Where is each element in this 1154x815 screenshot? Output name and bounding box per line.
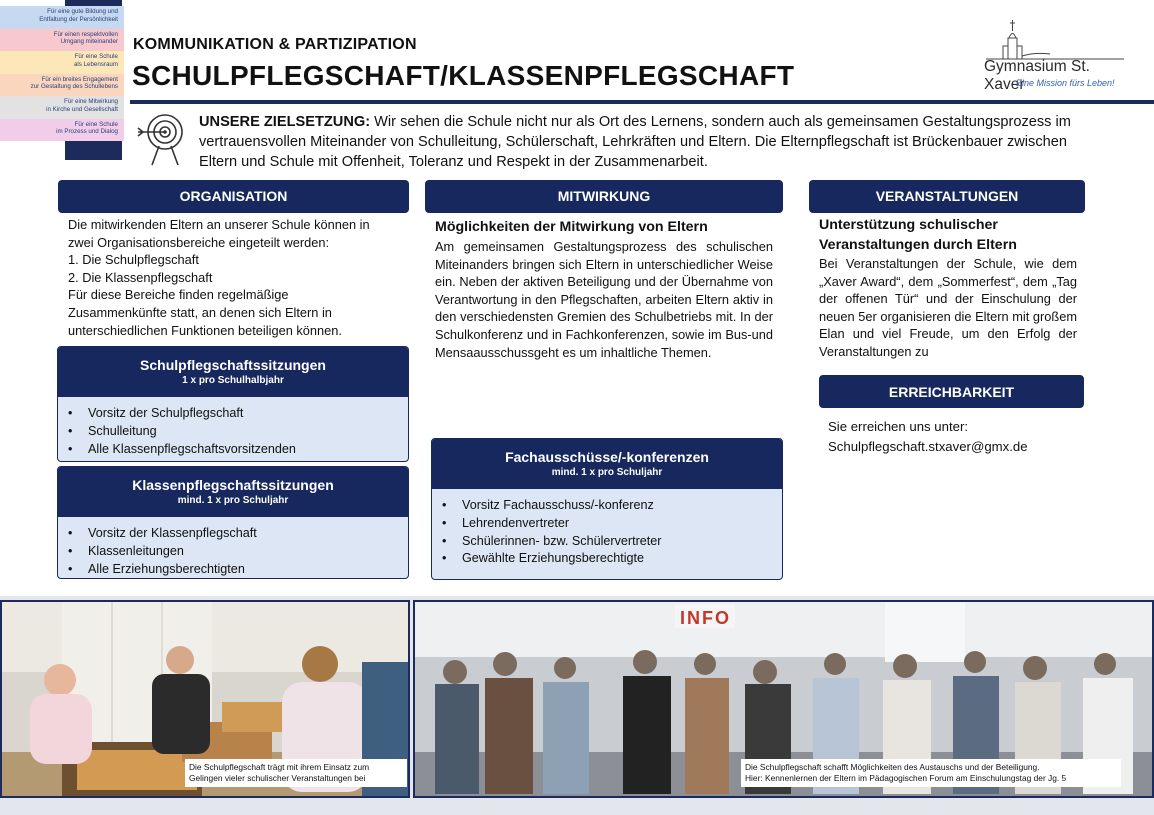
organisation-line: 2. Die Klassenpflegschaft xyxy=(68,269,213,285)
list-item: • Alle Klassenpflegschaftsvorsitzenden xyxy=(88,441,408,459)
box-subtitle: mind. 1 x pro Schuljahr xyxy=(551,467,663,478)
goal-text: Wir sehen die Schule nicht nur als Ort des Lernens, sondern auch als gemeinsamen Gestaltungsprozess im vertrauensvollen Miteinander von Schulleitung, Schülerschaft, Lehrkräften und Eltern. Die Elternpflegschaft ist Brückenbauer zwischen Eltern und Schule mit Offenheit, Toleranz und Respekt in der Zusammenarbeit. xyxy=(199,114,1071,170)
nav-item-line: Für eine Mitwirkung xyxy=(64,98,118,105)
organisation-line: Zusammenkünfte statt, an denen sich Eltern in xyxy=(68,304,332,320)
klassenpflegschaft-box xyxy=(57,466,409,579)
nav-item-line: Für eine gute Bildung und xyxy=(47,8,118,15)
nav-item-lebensraum[interactable] xyxy=(0,51,124,74)
box-subtitle: mind. 1 x pro Schuljahr xyxy=(177,495,289,506)
nav-item-line: als Lebensraum xyxy=(73,60,118,68)
goal-statement xyxy=(199,112,1099,172)
veranstaltungen-text: Bei Veranstaltungen der Schule, wie dem „Xaver Award“, dem „Sommerfest“, dem „Tag der offenen Tür“ und der Einschulung der neuen 5er organisieren die Eltern mit großem Elan und viel Freude, um den Erfolg der Veranstaltungen zu xyxy=(819,256,1077,359)
box-title: Klassenpflegschaftssitzungen xyxy=(132,477,334,493)
nav-item-line: Umgang miteinander xyxy=(60,38,118,45)
member-list xyxy=(432,489,782,568)
nav-item-mitwirkung[interactable] xyxy=(0,96,124,119)
logo-name: Gymnasium St. Xaver xyxy=(984,58,1090,93)
target-arrow-icon xyxy=(135,108,191,168)
organisation-line: Für diese Bereiche finden regelmäßige xyxy=(68,287,289,303)
nav-item-umgang[interactable] xyxy=(0,29,124,52)
mitwirkung-text: Am gemeinsamen Gestaltungsprozess des schulischen Miteinanders bringen sich Eltern in unterschiedlicher Weise ein. Neben der aktiven Beteiligung und der Übernahme von Verantwortung in den Pflegschaften, arbeiten Eltern aktiv in den verschiedensten Gremien des Schulbetriebs mit. In der Schulkonferenz und in Fachkonferenzen, sowie im Bus-und Mensaausschussgeht es um inhaltliche Themen. xyxy=(435,239,773,360)
goal-label: UNSERE ZIELSETZUNG: xyxy=(199,114,371,130)
header-divider xyxy=(130,100,1154,104)
nav-item-line: im Prozess und Dialog xyxy=(56,128,118,135)
organisation-heading: ORGANISATION xyxy=(58,180,409,213)
member-list xyxy=(58,397,408,458)
list-item: • Schülerinnen- bzw. Schülervertreter xyxy=(462,533,782,551)
section-eyebrow: KOMMUNIKATION & PARTIZIPATION xyxy=(133,36,417,53)
box-title: Fachausschüsse/-konferenzen xyxy=(505,449,709,465)
list-item: • Schulleitung xyxy=(88,423,408,441)
list-item: • Klassenleitungen xyxy=(88,543,408,561)
caption-line: Die Schulpflegschaft schafft Möglichkeiten des Austauschs und der Beteiligung. xyxy=(745,762,1040,772)
organisation-line: Die mitwirkenden Eltern an unserer Schule können in xyxy=(68,217,370,232)
member-list xyxy=(58,517,408,578)
mitwirkung-subheading: Möglichkeiten der Mitwirkung von Eltern xyxy=(435,219,708,235)
caption-line: Hier: Kennenlernen der Eltern im Pädagogischen Forum am Einschulungstag der Jg. 5 xyxy=(745,773,1067,783)
nav-item-engagement[interactable] xyxy=(0,74,124,97)
box-title: Schulpflegschaftssitzungen xyxy=(140,357,326,373)
box-header xyxy=(432,439,782,489)
subheading-line: Unterstützung schulischer xyxy=(819,217,998,233)
nav-item-line: zur Gestaltung des Schullebens xyxy=(30,83,118,90)
nav-item-line: Für eine Schule xyxy=(74,53,118,60)
church-tower-icon xyxy=(980,16,1130,60)
schulpflegschaft-box xyxy=(57,346,409,462)
contact-intro: Sie erreichen uns unter: xyxy=(828,419,969,434)
photo-caption-left xyxy=(185,759,407,787)
mitwirkung-heading: MITWIRKUNG xyxy=(425,180,783,213)
info-sign: INFO xyxy=(680,608,731,628)
page-title: SCHULPFLEGSCHAFT/KLASSENPFLEGSCHAFT xyxy=(132,60,795,91)
nav-item-line: in Kirche und Gesellschaft xyxy=(46,105,118,113)
veranstaltungen-subheading xyxy=(819,215,1081,255)
photo-caption-right xyxy=(741,759,1121,787)
list-item: • Vorsitz Fachausschuss/-konferenz xyxy=(462,497,782,515)
list-item: • Gewählte Erziehungsberechtigte xyxy=(462,550,782,568)
caption-line: Gelingen vieler schulischer Veranstaltungen bei xyxy=(189,773,366,783)
nav-item-line: Für ein breites Engagement xyxy=(41,75,118,83)
list-item: • Alle Erziehungsberechtigten xyxy=(88,561,408,579)
organisation-line: unterschiedlichen Funktionen beteiligen können. xyxy=(68,322,342,338)
contact-email-link[interactable]: Schulpflegschaft.stxaver@gmx.de xyxy=(828,439,1028,454)
box-header xyxy=(58,347,408,397)
box-header xyxy=(58,467,408,517)
veranstaltungen-heading: VERANSTALTUNGEN xyxy=(809,180,1085,213)
list-item: • Lehrendenvertreter xyxy=(462,515,782,533)
caption-line: Die Schulpflegschaft trägt mit ihrem Einsatz zum xyxy=(189,762,370,772)
list-item: • Vorsitz der Klassenpflegschaft xyxy=(88,525,408,543)
organisation-text xyxy=(68,216,408,339)
nav-item-line: Für einen respektvollen xyxy=(53,30,118,38)
subheading-line: Veranstaltungen durch Eltern xyxy=(819,237,1017,253)
nav-item-dialog[interactable] xyxy=(0,119,124,142)
erreichbarkeit-heading: ERREICHBARKEIT xyxy=(819,375,1084,408)
logo-slogan: Eine Mission fürs Leben! xyxy=(1016,78,1115,88)
organisation-line: zwei Organisationsbereiche eingeteilt werden: xyxy=(68,234,330,250)
school-logo xyxy=(980,16,1130,92)
fachausschuss-box xyxy=(431,438,783,580)
box-subtitle: 1 x pro Schulhalbjahr xyxy=(182,375,284,386)
nav-item-bildung[interactable] xyxy=(0,6,124,29)
nav-item-line: Entfaltung der Persönlichkeit xyxy=(39,15,118,23)
value-nav xyxy=(0,6,124,141)
list-item: • Vorsitz der Schulpflegschaft xyxy=(88,405,408,423)
nav-item-line: Für eine Schule xyxy=(74,120,118,128)
erreichbarkeit-text xyxy=(828,417,1078,457)
organisation-line: 1. Die Schulpflegschaft xyxy=(68,252,199,268)
